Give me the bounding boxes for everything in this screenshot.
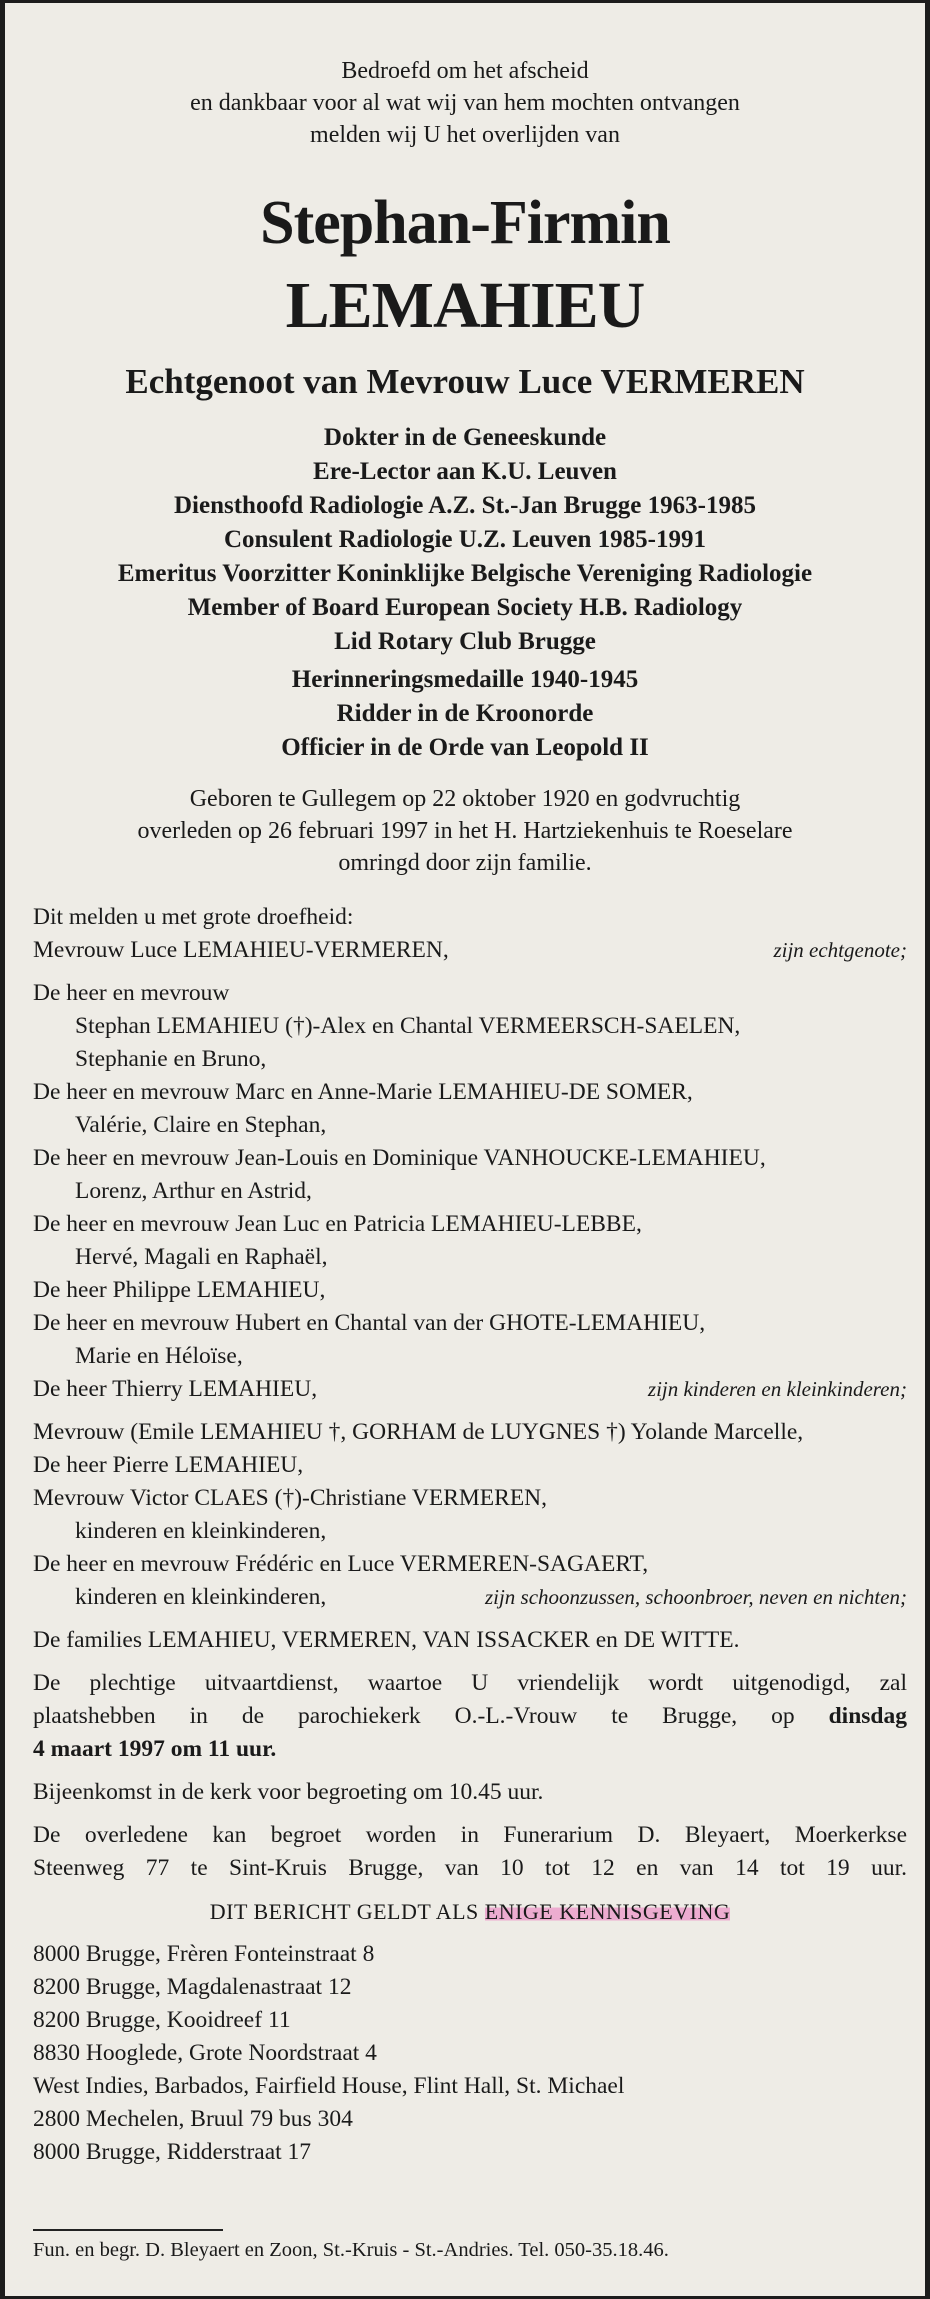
gathering-line: Bijeenkomst in de kerk voor begroeting om 10.45 uur. (33, 1779, 544, 1805)
child-line: De heer en mevrouw (33, 980, 230, 1006)
notice-line (33, 1895, 907, 1928)
birth-line: overleden op 26 februari 1997 in het H. Hartziekenhuis te Roeselare (137, 818, 793, 844)
child-line: Stephanie en Bruno, (75, 1046, 267, 1072)
deceased-surname: LEMAHIEU (285, 269, 645, 342)
title-item: Dokter in de Geneeskunde (323, 424, 607, 451)
sibling-line: kinderen en kleinkinderen, (75, 1518, 327, 1544)
child-line: Hervé, Magali en Raphaël, (75, 1244, 328, 1270)
address-list (33, 1938, 907, 2169)
notice-pre: DIT BERICHT GELDT ALS (209, 1899, 479, 1924)
family-section (33, 901, 907, 2169)
title-item: Diensthoofd Radiologie A.Z. St.-Jan Brugge 1963-1985 (174, 492, 756, 519)
title-item: Member of Board European Society H.B. Radiology (187, 594, 743, 621)
child-line: De heer en mevrouw Hubert en Chantal van der GHOTE-LEMAHIEU, (33, 1310, 706, 1336)
child-line: De heer en mevrouw Marc en Anne-Marie LEMAHIEU-DE SOMER, (33, 1079, 693, 1105)
birth-death-text (5, 783, 925, 879)
sibling-line: Mevrouw (Emile LEMAHIEU †, GORHAM de LUYGNES †) Yolande Marcelle, (33, 1419, 804, 1445)
title-item: Ere-Lector aan K.U. Leuven (313, 458, 617, 485)
viewing-line: De overledene kan begroet worden in Funerarium D. Bleyaert, Moerkerkse (33, 1822, 907, 1848)
funeral-line (33, 1700, 907, 1733)
sibling-line: De heer en mevrouw Frédéric en Luce VERMEREN-SAGAERT, (33, 1551, 649, 1577)
deceased-given-name: Stephan-Firmin (260, 189, 670, 257)
title-item: Emeritus Voorzitter Koninklijke Belgische Vereniging Radiologie (117, 560, 813, 587)
footer-divider (33, 2229, 223, 2231)
honor-item: Herinneringsmedaille 1940-1945 (291, 666, 639, 693)
address-line: 2800 Mechelen, Bruul 79 bus 304 (33, 2106, 353, 2132)
child-line: Marie en Héloïse, (75, 1343, 243, 1369)
birth-line: Geboren te Gullegem op 22 oktober 1920 en godvruchtig (189, 786, 741, 812)
child-line: De heer Philippe LEMAHIEU, (33, 1277, 326, 1303)
address-line: 8200 Brugge, Magdalenastraat 12 (33, 1974, 352, 2000)
siblings-relation: zijn schoonzussen, schoonbroer, neven en nichten; (484, 1585, 907, 1609)
viewing-line: Steenweg 77 te Sint-Kruis Brugge, van 10 tot 12 en van 14 tot 19 uur. (33, 1855, 907, 1881)
siblings-last-name: kinderen en kleinkinderen, (75, 1584, 327, 1610)
address-line: 8000 Brugge, Frèren Fonteinstraat 8 (33, 1941, 375, 1967)
footer-text: Fun. en begr. D. Bleyaert en Zoon, St.-Kruis - St.-Andries. Tel. 050-35.18.46. (33, 2239, 669, 2261)
announce-line: Dit melden u met grote droefheid: (33, 904, 354, 930)
child-line: De heer en mevrouw Jean Luc en Patricia LEMAHIEU-LEBBE, (33, 1211, 642, 1237)
widow-line (33, 934, 907, 967)
intro-text (5, 55, 925, 151)
child-line: Stephan LEMAHIEU (†)-Alex en Chantal VERMEERSCH-SAELEN, (75, 1013, 741, 1039)
funeral-day: dinsdag (828, 1703, 907, 1729)
spouse-line: Echtgenoot van Mevrouw Luce VERMEREN (125, 362, 805, 401)
families-line: De families LEMAHIEU, VERMEREN, VAN ISSACKER en DE WITTE. (33, 1627, 740, 1653)
sibling-line: Mevrouw Victor CLAES (†)-Christiane VERMEREN, (33, 1485, 548, 1511)
intro-line: melden wij U het overlijden van (310, 122, 620, 148)
funeral-line: De plechtige uitvaartdienst, waartoe U vriendelijk wordt uitgenodigd, zal (33, 1670, 907, 1696)
child-line: Valérie, Claire en Stephan, (75, 1112, 327, 1138)
title-item: Lid Rotary Club Brugge (334, 628, 596, 655)
widow-name: Mevrouw Luce LEMAHIEU-VERMEREN, (33, 937, 449, 963)
children-last-line (33, 1373, 907, 1406)
funeral-place: plaatshebben in de parochiekerk O.-L.-Vrouw te Brugge, op (33, 1703, 795, 1729)
honor-item: Ridder in de Kroonorde (336, 700, 594, 727)
honor-item: Officier in de Orde van Leopold II (281, 734, 649, 761)
sibling-line: De heer Pierre LEMAHIEU, (33, 1452, 304, 1478)
widow-relation: zijn echtgenote; (773, 938, 907, 962)
title-item: Consulent Radiologie U.Z. Leuven 1985-1991 (224, 526, 706, 553)
child-line: De heer en mevrouw Jean-Louis en Dominique VANHOUCKE-LEMAHIEU, (33, 1145, 766, 1171)
address-line: 8830 Hooglede, Grote Noordstraat 4 (33, 2040, 377, 2066)
children-last-name: De heer Thierry LEMAHIEU, (33, 1376, 318, 1402)
notice-highlight: ENIGE KENNISGEVING (484, 1899, 731, 1924)
honors-list (5, 663, 925, 765)
birth-line: omringd door zijn familie. (338, 850, 592, 876)
siblings-list (33, 1416, 907, 1581)
intro-line: en dankbaar voor al wat wij van hem mochten ontvangen (190, 90, 740, 116)
address-line: 8000 Brugge, Ridderstraat 17 (33, 2139, 312, 2165)
children-relation: zijn kinderen en kleinkinderen; (647, 1377, 907, 1401)
children-list (33, 977, 907, 1373)
address-line: West Indies, Barbados, Fairfield House, Flint Hall, St. Michael (33, 2073, 625, 2099)
titles-list (5, 421, 925, 659)
funeral-date: 4 maart 1997 om 11 uur. (33, 1736, 277, 1762)
intro-line: Bedroefd om het afscheid (341, 58, 589, 84)
child-line: Lorenz, Arthur en Astrid, (75, 1178, 312, 1204)
address-line: 8200 Brugge, Kooidreef 11 (33, 2007, 291, 2033)
siblings-last-line (33, 1581, 907, 1614)
